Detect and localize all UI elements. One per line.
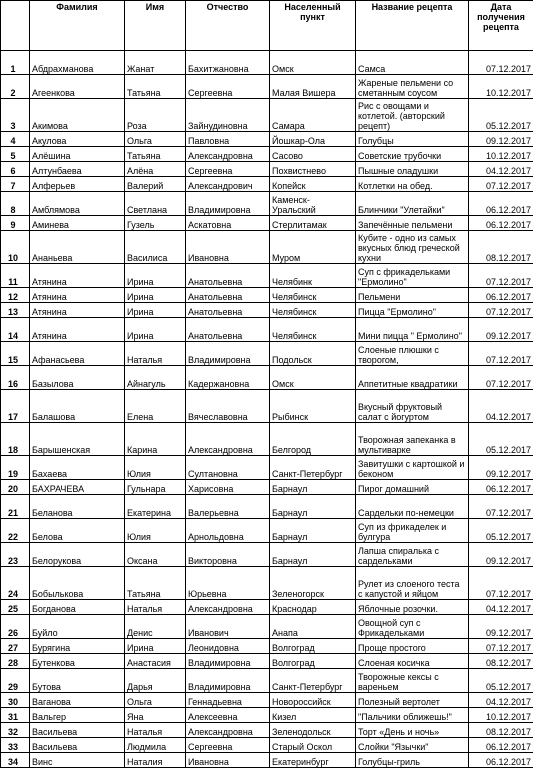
date-cell: 04.12.2017 <box>469 390 533 423</box>
date-cell: 06.12.2017 <box>469 753 533 768</box>
city-cell: Барнаул <box>270 519 356 543</box>
table-row <box>1 567 533 600</box>
row-number: 32 <box>1 723 30 738</box>
surname-cell: Бобылькова <box>30 567 125 600</box>
patronymic-cell: Сергеевна <box>186 75 270 99</box>
name-cell: Гузель <box>125 216 186 231</box>
table-row <box>1 342 533 366</box>
name-cell: Оксана <box>125 543 186 567</box>
patronymic-cell: Харисовна <box>186 480 270 495</box>
city-cell: Екатеринбург <box>270 753 356 768</box>
surname-cell: Амблямова <box>30 192 125 216</box>
header-row <box>1 1 533 51</box>
row-number: 22 <box>1 519 30 543</box>
name-cell: Карина <box>125 423 186 456</box>
date-cell: 06.12.2017 <box>469 192 533 216</box>
date-cell: 08.12.2017 <box>469 654 533 669</box>
name-cell: Гульнара <box>125 480 186 495</box>
row-number: 3 <box>1 99 30 132</box>
date-cell: 07.12.2017 <box>469 342 533 366</box>
recipe-cell: Сардельки по-немецки <box>356 495 469 519</box>
surname-cell: Акулова <box>30 132 125 147</box>
patronymic-cell: Александрович <box>186 177 270 192</box>
patronymic-cell: Зайнудиновна <box>186 99 270 132</box>
date-cell: 07.12.2017 <box>469 567 533 600</box>
patronymic-cell: Леонидовна <box>186 639 270 654</box>
date-cell: 07.12.2017 <box>469 51 533 75</box>
table-row <box>1 693 533 708</box>
surname-cell: Бахаева <box>30 456 125 480</box>
patronymic-cell: Павловна <box>186 132 270 147</box>
patronymic-cell: Ивановна <box>186 753 270 768</box>
city-cell: Похвистнево <box>270 162 356 177</box>
surname-cell: Атянина <box>30 318 125 342</box>
city-cell: Челябинск <box>270 303 356 318</box>
date-cell: 04.12.2017 <box>469 600 533 615</box>
date-cell: 06.12.2017 <box>469 480 533 495</box>
date-cell: 07.12.2017 <box>469 177 533 192</box>
row-number: 12 <box>1 288 30 303</box>
city-cell: Омск <box>270 51 356 75</box>
city-cell: Санкт-Петербург <box>270 669 356 693</box>
date-cell: 10.12.2017 <box>469 708 533 723</box>
city-cell: Санкт-Петербург <box>270 456 356 480</box>
header-number <box>1 1 30 51</box>
row-number: 25 <box>1 600 30 615</box>
table-row <box>1 99 533 132</box>
name-cell: Валерий <box>125 177 186 192</box>
patronymic-cell: Анатольевна <box>186 303 270 318</box>
recipe-cell: Суп из фрикаделек и булгура <box>356 519 469 543</box>
table-row <box>1 264 533 288</box>
table-row <box>1 639 533 654</box>
surname-cell: Васильева <box>30 723 125 738</box>
city-cell: Краснодар <box>270 600 356 615</box>
city-cell: Зеленогорск <box>270 567 356 600</box>
city-cell: Самара <box>270 99 356 132</box>
date-cell: 05.12.2017 <box>469 519 533 543</box>
patronymic-cell: Бахитжановна <box>186 51 270 75</box>
patronymic-cell: Султановна <box>186 456 270 480</box>
name-cell: Татьяна <box>125 567 186 600</box>
city-cell: Барнаул <box>270 495 356 519</box>
row-number: 34 <box>1 753 30 768</box>
patronymic-cell: Александровна <box>186 723 270 738</box>
city-cell: Каменск-Уральский <box>270 192 356 216</box>
city-cell: Анапа <box>270 615 356 639</box>
name-cell: Ольга <box>125 132 186 147</box>
name-cell: Алёна <box>125 162 186 177</box>
table-row <box>1 216 533 231</box>
table-body <box>1 51 533 768</box>
city-cell: Челябинск <box>270 288 356 303</box>
row-number: 27 <box>1 639 30 654</box>
table-row <box>1 615 533 639</box>
patronymic-cell: Алексеевна <box>186 708 270 723</box>
surname-cell: Беланова <box>30 495 125 519</box>
city-cell: Белгород <box>270 423 356 456</box>
table-row <box>1 669 533 693</box>
date-cell: 07.12.2017 <box>469 366 533 390</box>
recipe-cell: Рис с овощами и котлетой. (авторский рецепт) <box>356 99 469 132</box>
recipe-cell: Яблочные розочки. <box>356 600 469 615</box>
row-number: 9 <box>1 216 30 231</box>
table-row <box>1 192 533 216</box>
patronymic-cell: Владимировна <box>186 342 270 366</box>
name-cell: Светлана <box>125 192 186 216</box>
recipe-cell: Голубцы-гриль <box>356 753 469 768</box>
recipe-cell: Пышные оладушки <box>356 162 469 177</box>
name-cell: Юлия <box>125 456 186 480</box>
table-row <box>1 738 533 753</box>
surname-cell: Бутова <box>30 669 125 693</box>
surname-cell: Алферьев <box>30 177 125 192</box>
city-cell: Челябинск <box>270 318 356 342</box>
recipe-cell: Аппетитные квадратики <box>356 366 469 390</box>
table-row <box>1 654 533 669</box>
name-cell: Наталья <box>125 723 186 738</box>
patronymic-cell: Анатольевна <box>186 288 270 303</box>
city-cell: Волгоград <box>270 639 356 654</box>
city-cell: Барнаул <box>270 480 356 495</box>
city-cell: Малая Вишера <box>270 75 356 99</box>
patronymic-cell: Сергеевна <box>186 738 270 753</box>
city-cell: Сасово <box>270 147 356 162</box>
recipe-cell: Котлетки на обед. <box>356 177 469 192</box>
surname-cell: Алтунбаева <box>30 162 125 177</box>
date-cell: 09.12.2017 <box>469 543 533 567</box>
row-number: 13 <box>1 303 30 318</box>
date-cell: 04.12.2017 <box>469 693 533 708</box>
patronymic-cell: Юрьевна <box>186 567 270 600</box>
city-cell: Челябинк <box>270 264 356 288</box>
patronymic-cell: Александровна <box>186 147 270 162</box>
recipe-cell: Слоеная косичка <box>356 654 469 669</box>
recipe-cell: Блинчики "Улетайки" <box>356 192 469 216</box>
row-number: 31 <box>1 708 30 723</box>
city-cell: Омск <box>270 366 356 390</box>
table-row <box>1 177 533 192</box>
date-cell: 08.12.2017 <box>469 231 533 264</box>
date-cell: 09.12.2017 <box>469 615 533 639</box>
table-row <box>1 288 533 303</box>
surname-cell: Белорукова <box>30 543 125 567</box>
patronymic-cell: Ивановна <box>186 231 270 264</box>
table-row <box>1 456 533 480</box>
date-cell: 06.12.2017 <box>469 288 533 303</box>
recipe-cell: Голубцы <box>356 132 469 147</box>
recipe-cell: Овощной суп с Фрикадельками <box>356 615 469 639</box>
surname-cell: Атянина <box>30 264 125 288</box>
row-number: 16 <box>1 366 30 390</box>
row-number: 30 <box>1 693 30 708</box>
surname-cell: Ваганова <box>30 693 125 708</box>
surname-cell: Бутенкова <box>30 654 125 669</box>
recipe-cell: Суп с фрикадельками "Ермолино" <box>356 264 469 288</box>
name-cell: Ирина <box>125 264 186 288</box>
date-cell: 09.12.2017 <box>469 318 533 342</box>
city-cell: Старый Оскол <box>270 738 356 753</box>
row-number: 11 <box>1 264 30 288</box>
row-number: 14 <box>1 318 30 342</box>
date-cell: 07.12.2017 <box>469 495 533 519</box>
city-cell: Муром <box>270 231 356 264</box>
name-cell: Людмила <box>125 738 186 753</box>
name-cell: Роза <box>125 99 186 132</box>
row-number: 20 <box>1 480 30 495</box>
city-cell: Подольск <box>270 342 356 366</box>
patronymic-cell: Александровна <box>186 423 270 456</box>
header-date: Дата получения рецепта <box>469 1 533 51</box>
recipe-cell: Рулет из слоеного теста с капустой и яйцом <box>356 567 469 600</box>
city-cell: Кизел <box>270 708 356 723</box>
name-cell: Екатерина <box>125 495 186 519</box>
row-number: 5 <box>1 147 30 162</box>
surname-cell: Балашова <box>30 390 125 423</box>
date-cell: 10.12.2017 <box>469 147 533 162</box>
city-cell: Волгоград <box>270 654 356 669</box>
table-row <box>1 318 533 342</box>
table-row <box>1 390 533 423</box>
table-row <box>1 543 533 567</box>
name-cell: Татьяна <box>125 75 186 99</box>
row-number: 21 <box>1 495 30 519</box>
date-cell: 10.12.2017 <box>469 75 533 99</box>
row-number: 17 <box>1 390 30 423</box>
date-cell: 08.12.2017 <box>469 723 533 738</box>
city-cell: Барнаул <box>270 543 356 567</box>
name-cell: Василиса <box>125 231 186 264</box>
patronymic-cell: Александровна <box>186 600 270 615</box>
name-cell: Айнагуль <box>125 366 186 390</box>
date-cell: 05.12.2017 <box>469 669 533 693</box>
city-cell: Копейск <box>270 177 356 192</box>
surname-cell: Винс <box>30 753 125 768</box>
surname-cell: Аминева <box>30 216 125 231</box>
row-number: 1 <box>1 51 30 75</box>
patronymic-cell: Анатольевна <box>186 264 270 288</box>
name-cell: Ирина <box>125 303 186 318</box>
row-number: 4 <box>1 132 30 147</box>
surname-cell: Атянина <box>30 303 125 318</box>
row-number: 29 <box>1 669 30 693</box>
name-cell: Яна <box>125 708 186 723</box>
row-number: 24 <box>1 567 30 600</box>
surname-cell: Белова <box>30 519 125 543</box>
row-number: 19 <box>1 456 30 480</box>
header-surname: Фамилия <box>30 1 125 51</box>
patronymic-cell: Викторовна <box>186 543 270 567</box>
table-row <box>1 753 533 768</box>
table-row <box>1 600 533 615</box>
table-row <box>1 231 533 264</box>
surname-cell: Бурягина <box>30 639 125 654</box>
recipe-cell: Запечённые пельмени <box>356 216 469 231</box>
table-row <box>1 708 533 723</box>
recipe-cell: Пирог домашний <box>356 480 469 495</box>
surname-cell: Алёшина <box>30 147 125 162</box>
row-number: 26 <box>1 615 30 639</box>
date-cell: 07.12.2017 <box>469 303 533 318</box>
header-patronymic: Отчество <box>186 1 270 51</box>
surname-cell: Афанасьева <box>30 342 125 366</box>
surname-cell: Богданова <box>30 600 125 615</box>
name-cell: Ирина <box>125 639 186 654</box>
recipe-cell: Полезный вертолет <box>356 693 469 708</box>
table-row <box>1 366 533 390</box>
patronymic-cell: Владимировна <box>186 669 270 693</box>
date-cell: 06.12.2017 <box>469 738 533 753</box>
surname-cell: Барышенская <box>30 423 125 456</box>
patronymic-cell: Арнольдовна <box>186 519 270 543</box>
row-number: 33 <box>1 738 30 753</box>
recipe-cell: Творожная запеканка в мультиварке <box>356 423 469 456</box>
table-row <box>1 423 533 456</box>
recipe-cell: Жареные пельмени со сметанным соусом <box>356 75 469 99</box>
recipe-cell: Пельмени <box>356 288 469 303</box>
date-cell: 09.12.2017 <box>469 132 533 147</box>
name-cell: Татьяна <box>125 147 186 162</box>
name-cell: Денис <box>125 615 186 639</box>
recipe-cell: Завитушки с картошкой и беконом <box>356 456 469 480</box>
recipe-cell: Вкусный фруктовый салат с йогуртом <box>356 390 469 423</box>
table-row <box>1 495 533 519</box>
surname-cell: Акимова <box>30 99 125 132</box>
surname-cell: БАХРАЧЕВА <box>30 480 125 495</box>
table-row <box>1 480 533 495</box>
surname-cell: Агеенкова <box>30 75 125 99</box>
recipe-cell: Пицца "Ермолино" <box>356 303 469 318</box>
surname-cell: Атянина <box>30 288 125 303</box>
surname-cell: Базылова <box>30 366 125 390</box>
table-row <box>1 303 533 318</box>
name-cell: Юлия <box>125 519 186 543</box>
recipe-cell: "Пальчики оближешь!" <box>356 708 469 723</box>
recipe-cell: Самса <box>356 51 469 75</box>
patronymic-cell: Владимировна <box>186 192 270 216</box>
recipe-cell: Кубите - одно из самых вкусных блюд греческой кухни <box>356 231 469 264</box>
city-cell: Стерлитамак <box>270 216 356 231</box>
name-cell: Анастасия <box>125 654 186 669</box>
row-number: 28 <box>1 654 30 669</box>
row-number: 8 <box>1 192 30 216</box>
table-row <box>1 132 533 147</box>
recipe-cell: Слоеные плюшки с творогом, <box>356 342 469 366</box>
table-row <box>1 162 533 177</box>
date-cell: 07.12.2017 <box>469 264 533 288</box>
patronymic-cell: Кадержановна <box>186 366 270 390</box>
row-number: 6 <box>1 162 30 177</box>
patronymic-cell: Сергеевна <box>186 162 270 177</box>
name-cell: Дарья <box>125 669 186 693</box>
date-cell: 07.12.2017 <box>469 639 533 654</box>
table-row <box>1 51 533 75</box>
surname-cell: Буйло <box>30 615 125 639</box>
row-number: 23 <box>1 543 30 567</box>
date-cell: 05.12.2017 <box>469 99 533 132</box>
table-row <box>1 519 533 543</box>
recipe-cell: Мини пицца " Ермолино" <box>356 318 469 342</box>
recipe-cell: Торт «День и ночь» <box>356 723 469 738</box>
name-cell: Жанат <box>125 51 186 75</box>
date-cell: 05.12.2017 <box>469 423 533 456</box>
city-cell: Новороссийск <box>270 693 356 708</box>
name-cell: Ирина <box>125 288 186 303</box>
row-number: 2 <box>1 75 30 99</box>
name-cell: Наталия <box>125 753 186 768</box>
city-cell: Рыбинск <box>270 390 356 423</box>
recipe-cell: Проще простого <box>356 639 469 654</box>
table-row <box>1 75 533 99</box>
patronymic-cell: Владимировна <box>186 654 270 669</box>
table-row <box>1 147 533 162</box>
recipe-cell: Творожные кексы с вареньем <box>356 669 469 693</box>
name-cell: Наталья <box>125 600 186 615</box>
recipe-cell: Лапша спиралька с сардельками <box>356 543 469 567</box>
header-recipe: Название рецепта <box>356 1 469 51</box>
surname-cell: Вальгер <box>30 708 125 723</box>
name-cell: Наталья <box>125 342 186 366</box>
patronymic-cell: Аскатовна <box>186 216 270 231</box>
patronymic-cell: Геннадьевна <box>186 693 270 708</box>
name-cell: Ирина <box>125 318 186 342</box>
recipe-cell: Слойки "Язычки" <box>356 738 469 753</box>
city-cell: Зеленодольск <box>270 723 356 738</box>
patronymic-cell: Анатольевна <box>186 318 270 342</box>
date-cell: 06.12.2017 <box>469 216 533 231</box>
row-number: 10 <box>1 231 30 264</box>
surname-cell: Ананьева <box>30 231 125 264</box>
header-city: Населенный пункт <box>270 1 356 51</box>
patronymic-cell: Вячеславовна <box>186 390 270 423</box>
date-cell: 04.12.2017 <box>469 162 533 177</box>
city-cell: Йошкар-Ола <box>270 132 356 147</box>
name-cell: Елена <box>125 390 186 423</box>
patronymic-cell: Иванович <box>186 615 270 639</box>
row-number: 15 <box>1 342 30 366</box>
date-cell: 09.12.2017 <box>469 456 533 480</box>
header-name: Имя <box>125 1 186 51</box>
row-number: 18 <box>1 423 30 456</box>
table-row <box>1 723 533 738</box>
recipe-cell: Советские трубочки <box>356 147 469 162</box>
surname-cell: Абдрахманова <box>30 51 125 75</box>
name-cell: Ольга <box>125 693 186 708</box>
surname-cell: Васильева <box>30 738 125 753</box>
patronymic-cell: Валерьевна <box>186 495 270 519</box>
row-number: 7 <box>1 177 30 192</box>
